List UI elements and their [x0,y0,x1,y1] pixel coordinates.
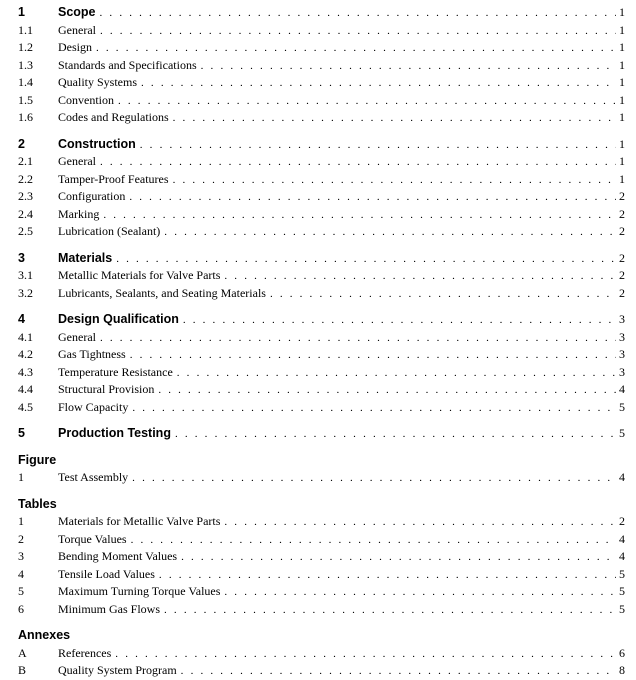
toc-entry[interactable] [0,74,636,91]
toc-entry-title: References [58,645,112,660]
toc-entry-title-wrap [58,311,616,329]
toc-entry-title: Production Testing [58,426,171,440]
dot-leader [131,532,616,549]
toc-entry-title: Design Qualification [58,312,179,326]
toc-entry-number: 2.4 [18,206,33,221]
toc-entry-title: Maximum Turning Torque Values [58,584,221,598]
toc-entry-title-wrap [58,92,616,110]
toc-entry-number: 1 [18,5,25,19]
toc-entry-title: Codes and Regulations [58,110,169,124]
toc-entry-title-wrap [58,223,616,241]
toc-entry[interactable] [0,346,636,363]
toc-entry-title-wrap [58,171,616,189]
dot-leader [96,40,616,57]
toc-entry-number: 4.5 [18,399,33,414]
toc-entry-number: 1.4 [18,75,33,89]
toc-entry-title-wrap [58,548,616,566]
toc-entry-title: Materials for Metallic Valve Parts [58,514,221,528]
dot-leader [100,330,616,347]
toc-heading: Figure [18,452,57,467]
toc-entry-page: 1 [619,22,625,37]
toc-entry-page: 8 [619,663,625,677]
toc-entry-title: Standards and Specifications [58,57,197,72]
toc-entry-title-wrap [58,346,616,364]
dot-leader [100,23,616,40]
dot-leader [224,514,616,531]
dot-leader [141,75,616,92]
toc-entry-title-wrap [58,109,616,127]
toc-entry-title-wrap [58,645,616,663]
dot-leader [116,251,616,268]
toc-entry-title-wrap [58,469,616,487]
toc-entry-number: 4 [18,312,25,326]
toc-entry[interactable] [0,22,636,39]
toc-entry-page: 1 [619,136,625,151]
toc-entry[interactable] [0,601,636,618]
toc-entry-number: 5 [18,426,25,440]
toc-entry-number: 4.4 [18,382,33,396]
toc-entry-number: 1.1 [18,22,33,37]
toc-entry-number: A [18,645,27,660]
toc-entry[interactable] [0,399,636,416]
toc-entry-title-wrap [58,136,616,154]
toc-entry-page: 5 [619,601,625,616]
toc-entry-number: 3.2 [18,285,33,300]
toc-entry-number: 3.1 [18,268,33,282]
toc-entry-title: Tensile Load Values [58,566,155,581]
toc-entry-title: General [58,329,96,344]
toc-entry[interactable] [0,513,636,530]
toc-entry-page: 2 [619,285,625,300]
toc-entry-title-wrap [58,39,616,57]
toc-entry-page: 5 [619,426,625,440]
toc-entry-page: 1 [619,92,625,107]
toc-entry-page: 2 [619,189,625,203]
toc-entry-title: Flow Capacity [58,399,129,414]
dot-leader [158,382,616,399]
toc-entry-page: 3 [619,312,625,326]
dot-leader [183,312,616,329]
toc-entry-page: 1 [619,57,625,72]
toc-entry-page: 2 [619,514,625,528]
toc-entry-page: 2 [619,224,625,238]
toc-entry[interactable] [0,153,636,170]
toc-entry-number: 1.5 [18,92,33,107]
toc-entry-title-wrap [58,601,616,619]
toc-entry-title: Convention [58,92,114,107]
dot-leader [115,646,616,663]
toc-entry-number: 4.1 [18,329,33,344]
toc-entry-page: 5 [619,399,625,414]
dot-leader [100,5,616,22]
dot-leader [224,584,616,601]
toc-entry-number: 3 [18,549,24,563]
toc-entry[interactable] [0,188,636,205]
toc-entry-page: 4 [619,531,625,546]
toc-heading: Annexes [18,628,71,642]
dot-leader [175,426,616,443]
toc-entry-title: Materials [58,250,113,265]
toc-entry-page: 2 [619,250,625,265]
toc-entry-title-wrap [58,329,616,347]
toc-entry-page: 4 [619,382,625,396]
toc-entry-page: 2 [619,206,625,221]
toc-entry-title-wrap [58,206,616,224]
toc-entry-page: 4 [619,470,625,484]
toc-entry-number: 5 [18,584,24,598]
dot-leader [132,400,616,417]
dot-leader [164,224,616,241]
toc-section-1[interactable] [0,4,636,21]
toc-entry-title: Quality System Program [58,663,177,677]
toc-entry-title: General [58,22,96,37]
toc-entry[interactable] [0,583,636,600]
toc-entry[interactable] [0,566,636,583]
toc-entry-title: Gas Tightness [58,347,126,361]
toc-section-5[interactable] [0,425,636,442]
toc-entry[interactable] [0,662,636,679]
toc-entry-title: Metallic Materials for Valve Parts [58,268,221,282]
toc-section-4[interactable] [0,311,636,328]
toc-entry-title-wrap [58,153,616,171]
toc-entry-page: 3 [619,329,625,344]
toc-entry-title-wrap [58,57,616,75]
dot-leader [164,602,616,619]
toc-entry-title-wrap [58,381,616,399]
toc-entry-number: 2 [18,531,24,546]
toc-entry[interactable] [0,109,636,126]
toc-entry-number: 1.3 [18,57,33,72]
toc-entry-page: 1 [619,40,625,54]
toc-entry-page: 4 [619,549,625,563]
toc-entry-title-wrap [58,285,616,303]
toc-entry-title-wrap [58,425,616,443]
toc-entry[interactable] [0,329,636,346]
toc-entry-title: General [58,154,96,168]
toc-entry-page: 6 [619,645,625,660]
toc-entry-title-wrap [58,22,616,40]
toc-entry-page: 2 [619,268,625,282]
toc-entry-title-wrap [58,4,616,22]
toc-entry-number: 2.5 [18,224,33,238]
dot-leader [129,189,616,206]
toc-entry-number: 2.3 [18,189,33,203]
toc-entry-title-wrap [58,399,616,417]
toc-entry-title-wrap [58,250,616,268]
toc-entry-title-wrap [58,583,616,601]
toc-entry-title: Torque Values [58,531,127,546]
toc-entry-number: 2.2 [18,171,33,186]
toc-entry-number: 1.6 [18,110,33,124]
toc-entry-title: Lubrication (Sealant) [58,224,161,238]
toc-entry[interactable] [0,171,636,188]
toc-entry-number: 2.1 [18,154,33,168]
toc-section-3[interactable] [0,250,636,267]
toc-entry-title: Temperature Resistance [58,364,173,379]
toc-entry[interactable] [0,206,636,223]
dot-leader [181,663,616,680]
toc-entry-title-wrap [58,566,616,584]
toc-entry-number: 4.3 [18,364,33,379]
toc-entry-number: 6 [18,601,24,616]
toc-entry-number: 1 [18,470,24,484]
toc-entry[interactable] [0,469,636,486]
toc-entry-title: Minimum Gas Flows [58,601,161,616]
toc-entry[interactable] [0,548,636,565]
toc-entry-page: 1 [619,110,625,124]
toc-entry-title: Tamper-Proof Features [58,171,169,186]
dot-leader [270,286,616,303]
toc-entry-title-wrap [58,188,616,206]
toc-entry[interactable] [0,381,636,398]
toc-entry[interactable] [0,285,636,302]
dot-leader [201,58,616,75]
dot-leader [224,268,616,285]
dot-leader [103,207,616,224]
toc-entry-title: Construction [58,136,136,151]
toc-entry[interactable] [0,223,636,240]
toc-entry-title: Lubricants, Sealants, and Seating Materials [58,285,266,300]
dot-leader [173,110,616,127]
toc-entry-title: Marking [58,206,100,221]
toc-entry-number: 3 [18,250,25,265]
toc-entry-number: 4.2 [18,347,33,361]
toc-entry-number: 2 [18,136,25,151]
dot-leader [132,470,616,487]
toc-entry-page: 1 [619,5,625,19]
toc-entry-page: 3 [619,364,625,379]
toc-entry-title: Bending Moment Values [58,549,178,563]
toc-entry[interactable] [0,39,636,56]
dot-leader [130,347,616,364]
dot-leader [100,154,616,171]
toc-entry-page: 5 [619,584,625,598]
toc-entry-title-wrap [58,531,616,549]
toc-entry-title: Quality Systems [58,75,138,89]
toc-entry-page: 1 [619,154,625,168]
toc-entry-title: Configuration [58,189,126,203]
toc-entry-page: 3 [619,347,625,361]
toc-entry[interactable] [0,531,636,548]
toc-entry-title: Design [58,40,92,54]
toc-entry-title: Test Assembly [58,470,129,484]
toc-entry[interactable] [0,92,636,109]
dot-leader [177,365,616,382]
toc-entry-page: 1 [619,75,625,89]
toc-entry-number: 1 [18,514,24,528]
toc-entry[interactable] [0,645,636,662]
toc-entry-page: 1 [619,171,625,186]
toc-section-2[interactable] [0,136,636,153]
toc-entry-number: B [18,663,27,677]
dot-leader [159,567,616,584]
toc-entry-title-wrap [58,267,616,285]
dot-leader [140,137,616,154]
toc-entry-number: 1.2 [18,40,33,54]
dot-leader [173,172,616,189]
toc-entry[interactable] [0,364,636,381]
toc-entry-page: 5 [619,566,625,581]
toc-entry-number: 4 [18,566,24,581]
toc-entry-title: Structural Provision [58,382,155,396]
toc-heading: Tables [18,496,57,511]
toc-entry-title-wrap [58,74,616,92]
toc-entry-title-wrap [58,513,616,531]
toc-entry-title-wrap [58,662,616,680]
dot-leader [118,93,616,110]
toc-entry-title: Scope [58,5,96,19]
toc-entry-title-wrap [58,364,616,382]
toc-entry[interactable] [0,267,636,284]
dot-leader [181,549,616,566]
toc-entry[interactable] [0,57,636,74]
